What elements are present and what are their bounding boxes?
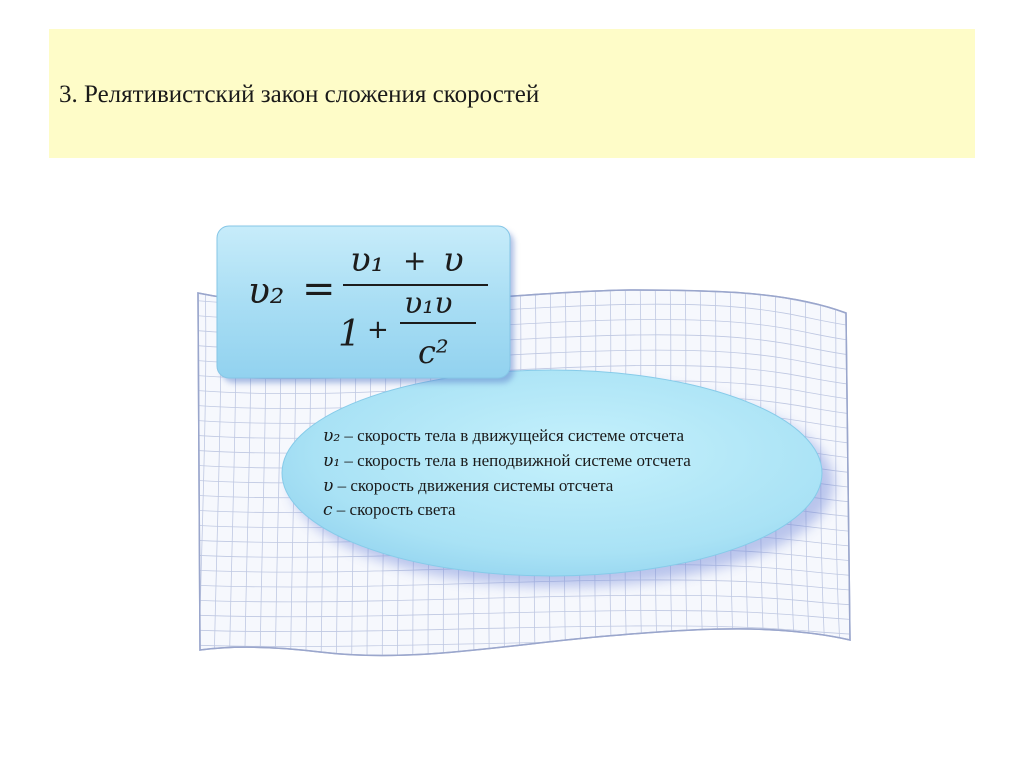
legend-item-v2: [323, 426, 684, 446]
legend-text: – скорость света: [332, 500, 456, 519]
legend-item-c: [323, 500, 456, 520]
grid-vertical-line: [183, 280, 190, 670]
slide-title: 3. Релятивистский закон сложения скоростей: [59, 81, 540, 108]
formula-numerator-v: υ: [443, 240, 464, 280]
legend-symbol: υ: [323, 476, 334, 496]
formula-denominator-plus: +: [367, 315, 389, 345]
legend-ellipse: [282, 370, 822, 576]
legend-symbol: υ₂: [323, 426, 341, 446]
legend-symbol: υ₁: [323, 451, 341, 471]
formula-lhs: υ₂: [248, 271, 285, 312]
grid-horizontal-line: [190, 657, 860, 664]
inner-numerator: υ₁υ: [404, 286, 453, 321]
formula-numerator-v1: υ₁: [350, 240, 385, 280]
formula-numerator-plus: +: [403, 244, 427, 277]
legend-item-v1: [323, 451, 691, 471]
legend-item-v: [323, 476, 614, 496]
legend-text: – скорость тела в движущейся системе отсчета: [340, 426, 685, 445]
legend-symbol: c: [323, 500, 333, 520]
legend-text: – скорость тела в неподвижной системе отсчета: [340, 451, 691, 470]
formula-equals: =: [302, 266, 336, 312]
formula-box-group: [217, 226, 514, 383]
formula-denominator-one: 1: [338, 314, 361, 355]
grid-vertical-line: [850, 280, 857, 670]
inner-denominator: c²: [418, 333, 449, 371]
legend-text: – скорость движения системы отсчета: [333, 476, 614, 495]
